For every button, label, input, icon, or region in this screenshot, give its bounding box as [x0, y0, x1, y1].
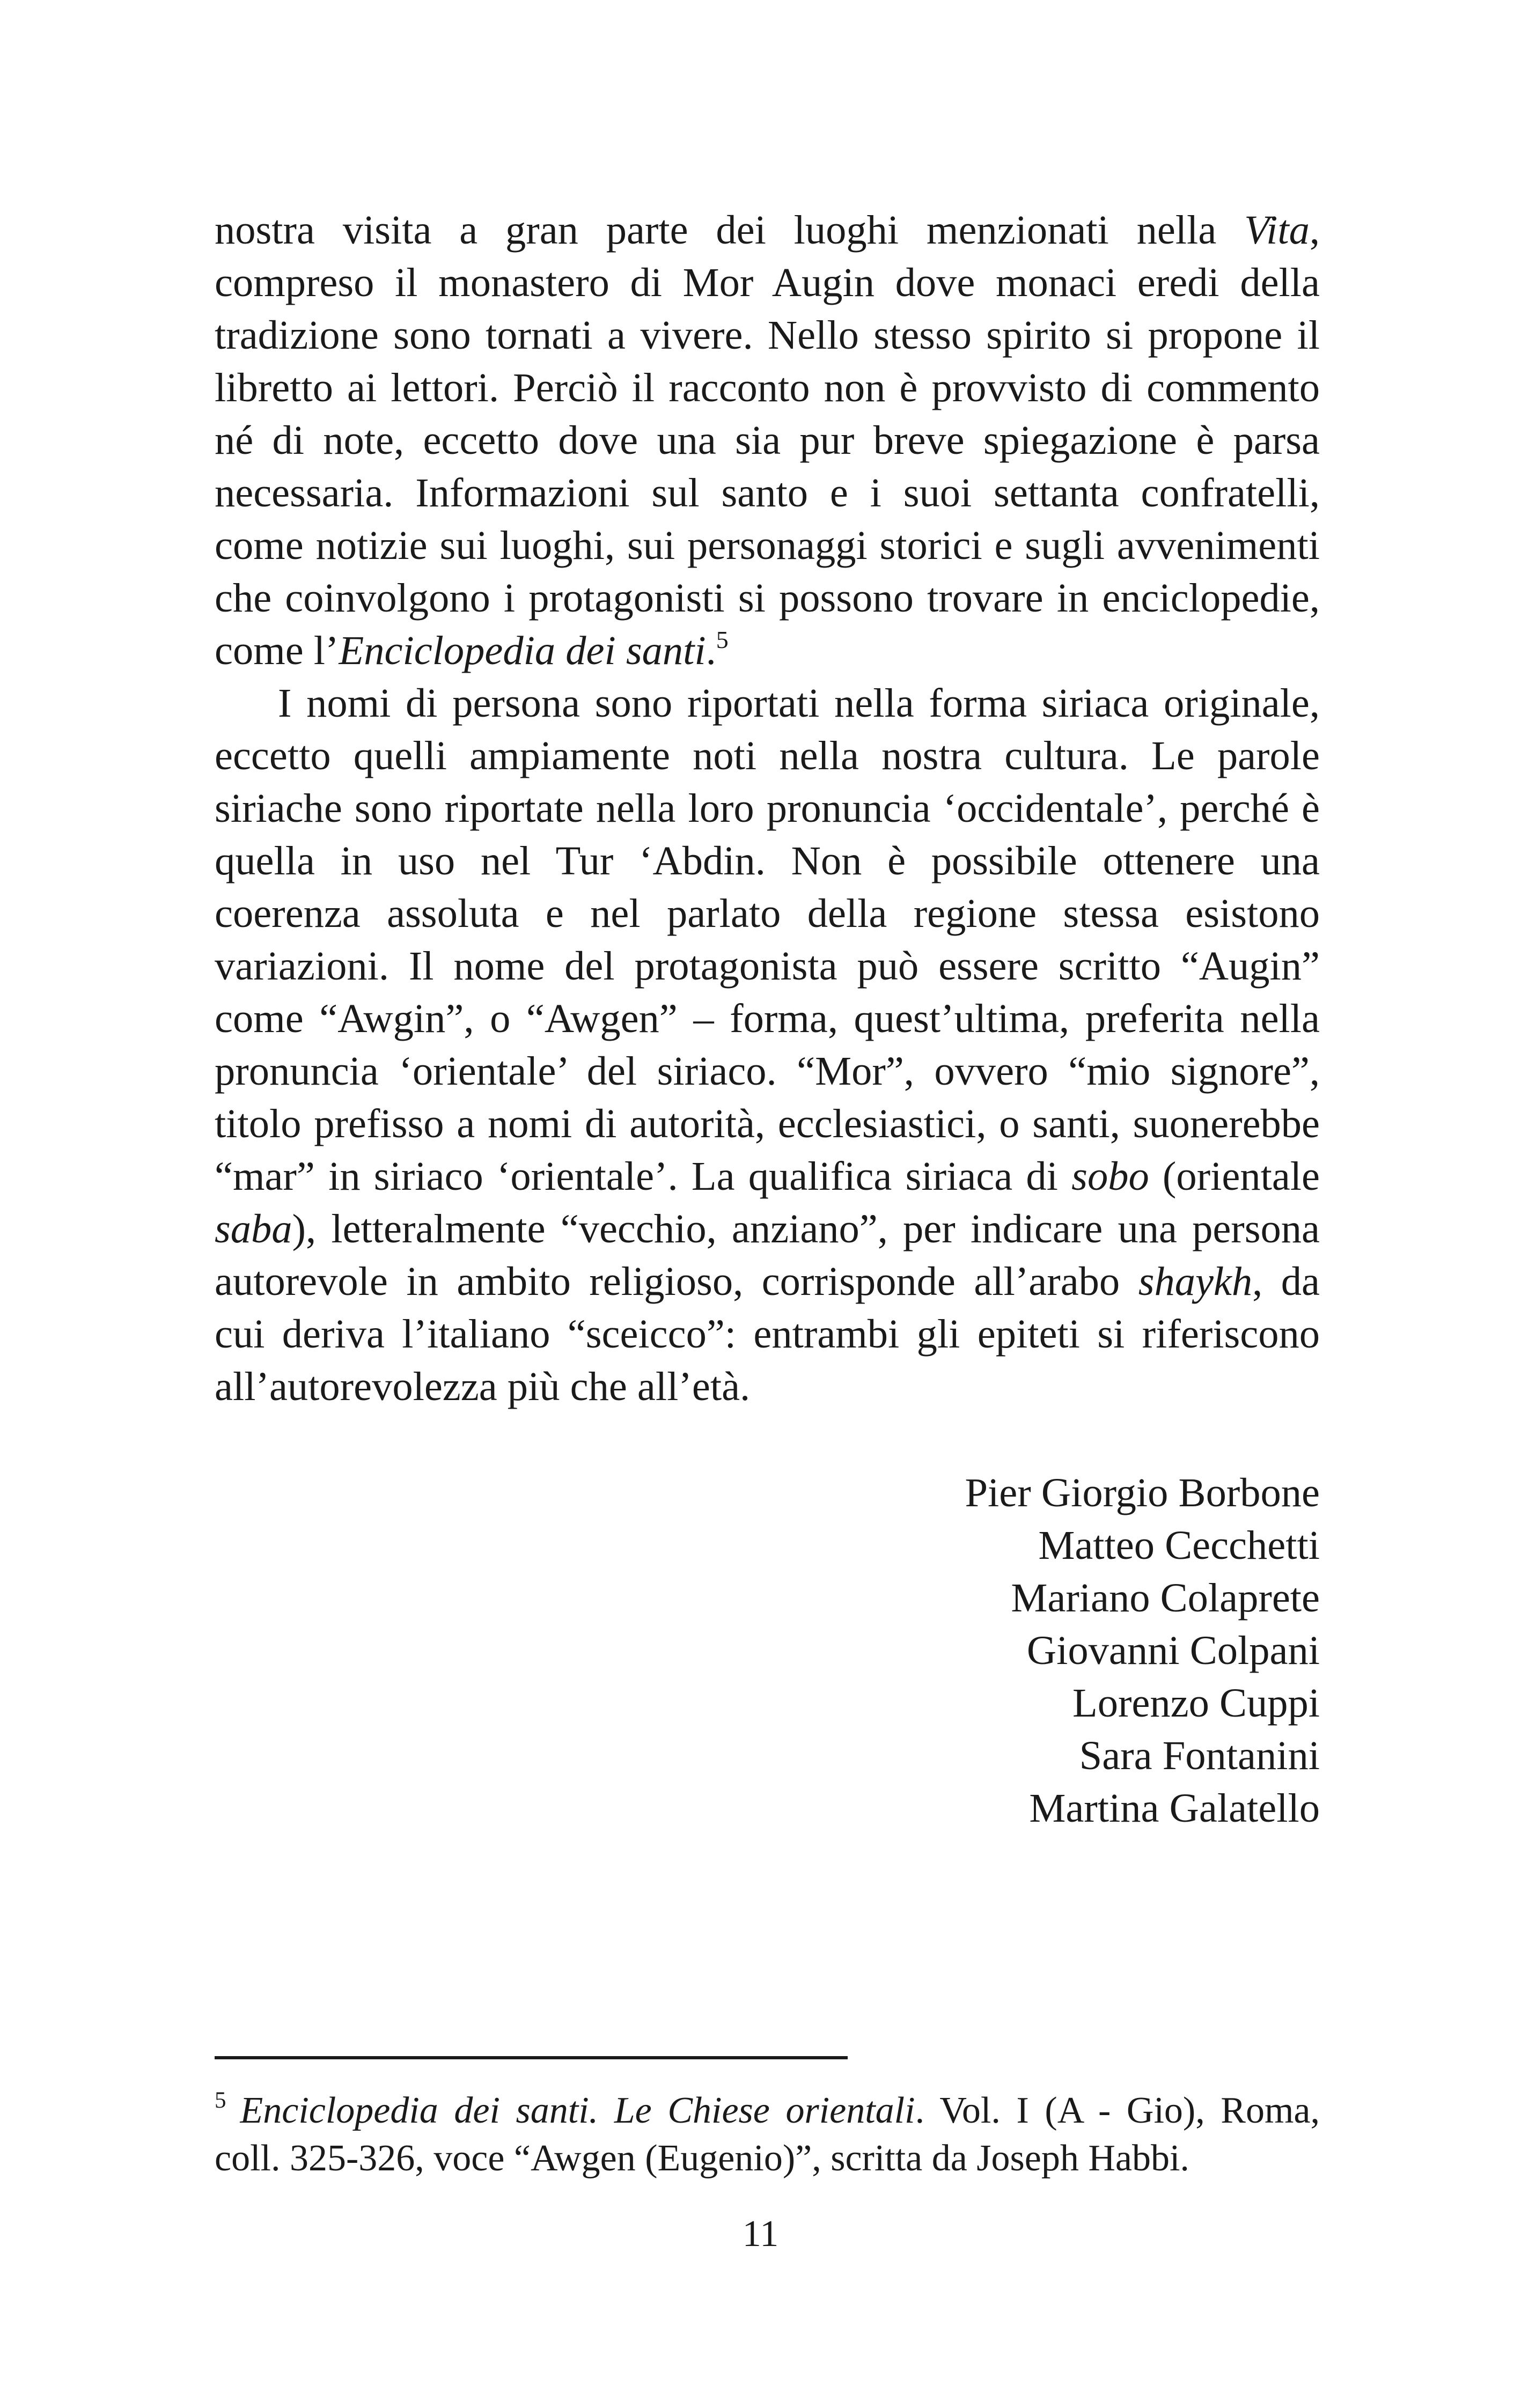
- paragraph: [215, 677, 1320, 1413]
- text-run: . Vol. I (A - Gio), Roma, coll. 325-326, voce “Awgen (Eugenio)”, scritta da Joseph Habbi.: [215, 2090, 1320, 2179]
- italic-text: shaykh: [1138, 1258, 1253, 1304]
- signature-name: Pier Giorgio Borbone: [965, 1470, 1320, 1515]
- italic-text: sobo: [1071, 1153, 1149, 1199]
- italic-text: saba: [215, 1206, 292, 1251]
- signature-name: Lorenzo Cuppi: [1072, 1680, 1320, 1726]
- footnote-text: [215, 2090, 1320, 2179]
- signature-name: Mariano Colaprete: [1011, 1575, 1320, 1621]
- italic-text: Vita: [1244, 207, 1310, 253]
- italic-text: Enciclopedia dei santi: [339, 628, 706, 673]
- signature-name: Sara Fontanini: [1079, 1733, 1320, 1778]
- text-run: , compreso il monastero di Mor Augin dove monaci eredi della tradizione sono tornati a vivere. Nello stesso spirito si propone il libretto ai lettori. Perciò il racconto non è provvisto di commento né di note, eccetto dove una sia pur breve spiegazione è parsa necessaria. Informazioni sul santo e i suoi settanta confratelli, come notizie sui luoghi, sui personaggi storici e sugli avvenimenti che coinvolgono i protagonisti si possono trovare in enciclopedie, come l’: [215, 207, 1320, 673]
- text-run: ), letteralmente “vecchio, anziano”, per indicare una persona autorevole in ambito religioso, corrisponde all’arabo: [215, 1206, 1320, 1304]
- paragraph: [215, 204, 1320, 677]
- italic-text: Enciclopedia dei santi. Le Chiese orientali: [240, 2090, 915, 2131]
- text-run: nostra visita a gran parte dei luoghi menzionati nella: [215, 207, 1245, 253]
- text-run: , da cui deriva l’italiano “sceicco”: entrambi gli epiteti si riferiscono all’autorevolezza più che all’età.: [215, 1258, 1320, 1409]
- signature-name: Matteo Cecchetti: [1038, 1522, 1320, 1568]
- signature-name: Giovanni Colpani: [1026, 1628, 1320, 1673]
- text-run: I nomi di persona sono riportati nella forma siriaca originale, eccetto quelli ampiamente noti nella nostra cultura. Le parole siriache sono riportate nella loro pronuncia ‘occidentale’, perché è quella in uso nel Tur ‘Abdin. Non è possibile ottenere una coerenza assoluta e nel parlato della regione stessa esistono variazioni. Il nome del protagonista può essere scritto “Augin” come “Awgin”, o “Awgen” – forma, quest’ultima, preferita nella pronuncia ‘orientale’ del siriaco. “Mor”, ovvero “mio signore”, titolo prefisso a nomi di autorità, ecclesiastici, o santi, suonerebbe “mar” in siriaco ‘orientale’. La qualifica siriaca di: [215, 680, 1320, 1199]
- footnote-separator: [215, 2056, 848, 2059]
- body-text: [215, 204, 1320, 1413]
- footnote: [215, 2087, 1320, 2182]
- footnote-reference: 5: [716, 626, 729, 653]
- footnote-mark: 5: [215, 2088, 226, 2113]
- text-run: .: [706, 628, 716, 673]
- signature-name: Martina Galatello: [1029, 1785, 1320, 1831]
- page-number: 11: [742, 2213, 779, 2255]
- text-run: (orientale: [1149, 1153, 1320, 1199]
- page-body: [215, 204, 1320, 1835]
- signature-block: [215, 1467, 1320, 1835]
